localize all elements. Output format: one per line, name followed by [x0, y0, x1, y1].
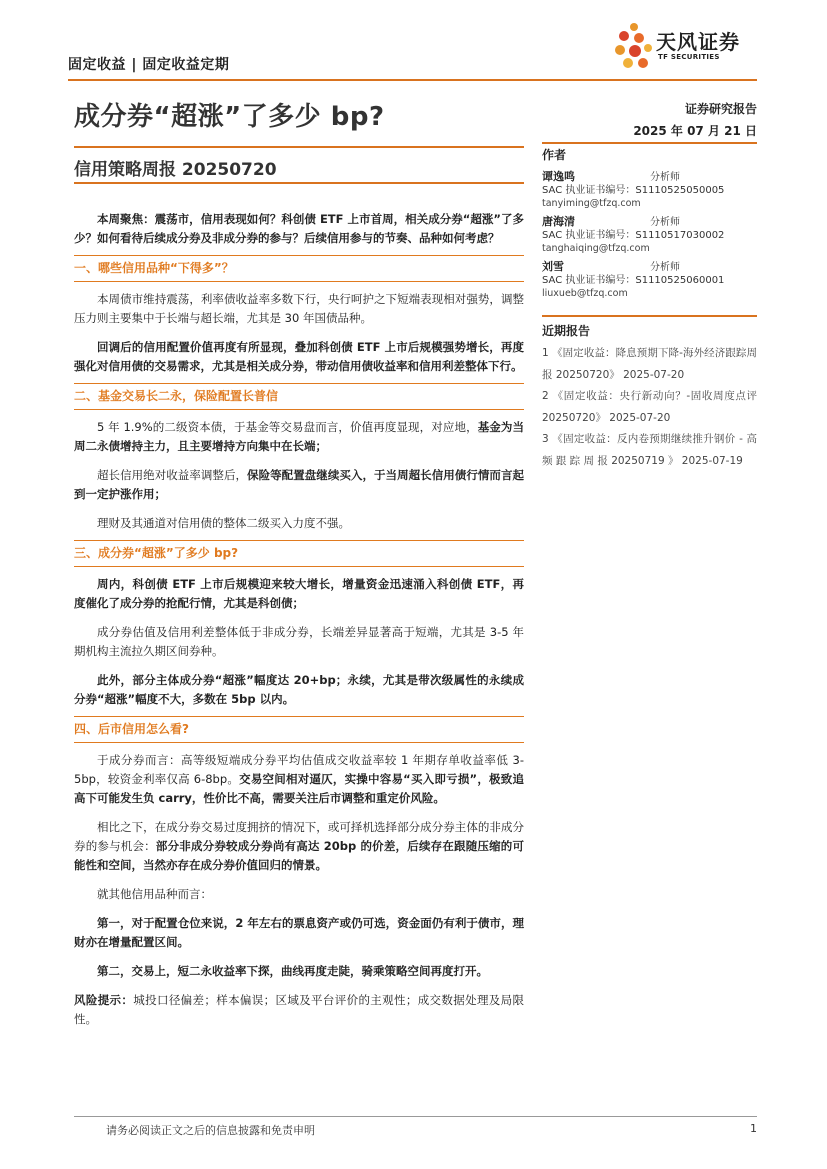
paragraph: 成分券估值及信用利差整体低于非成分券，长端差异显著高于短端，尤其是 3-5 年期机构主流拉久期区间券种。 — [74, 625, 524, 658]
analyst-card — [542, 260, 757, 300]
paragraph: 第二，交易上，短二永收益率下探，曲线再度走陡，骑乘策略空间再度打开。 — [97, 964, 488, 978]
paragraph — [74, 466, 524, 504]
analyst-email[interactable]: liuxueb@tfzq.com — [542, 288, 628, 299]
analyst-role: 分析师 — [650, 262, 680, 273]
recent-divider — [542, 315, 757, 317]
title-divider-bottom — [74, 182, 524, 184]
authors-divider — [542, 142, 757, 144]
risk-text: 城投口径偏差；样本偏误；区域及平台评价的主观性；成交数据处理及局限性。 — [74, 993, 525, 1026]
footer-disclaimer: 请务必阅读正文之后的信息披露和免责申明 — [106, 1124, 315, 1137]
paragraph: 本周债市维持震荡，利率债收益率多数下行，央行呵护之下短端表现相对强势，调整压力则主要集中于长端与超长端，尤其是 30 年国债品种。 — [74, 292, 524, 325]
paragraph: 理财及其通道对信用债的整体二级买入力度不强。 — [97, 516, 350, 530]
text-run-bold: 部分非成分券较成分券尚有高达 20bp 的价差，后续存在跟随压缩的可能性和空间，当然亦存在成分券价值回归的情景。 — [74, 839, 524, 872]
title-divider-top — [74, 146, 524, 148]
paragraph: 此外，部分主体成分券“超涨”幅度达 20+bp；永续，尤其是带次级属性的永续成分券“超涨”幅度不大，多数在 5bp 以内。 — [74, 673, 524, 706]
logo-chinese-text: 天风证券 — [656, 30, 740, 54]
report-subtitle: 信用策略周报 20250720 — [74, 160, 277, 180]
authors-heading: 作者 — [542, 148, 567, 162]
paragraph — [74, 818, 524, 875]
text-run: 于成分券而言：高等级短端成分券平均估值成交收益率较 1 年期存单收益率低 3-5bp，较资金利率仅高 6-8bp。 — [74, 753, 524, 786]
section-3-heading: 三、成分券“超涨”了多少 bp? — [74, 540, 524, 567]
section-2-heading: 二、基金交易长二永，保险配置长普信 — [74, 383, 524, 410]
recent-reports-heading: 近期报告 — [542, 324, 591, 338]
analyst-name: 谭逸鸣 — [542, 170, 575, 183]
tf-securities-logo — [612, 20, 762, 72]
analyst-role: 分析师 — [650, 172, 680, 183]
recent-report-item[interactable]: 1 《固定收益：降息预期下降-海外经济跟踪周报 20250720》 2025-07-20 — [542, 347, 757, 381]
analyst-card — [542, 215, 757, 255]
footer-divider — [74, 1116, 757, 1117]
text-run-bold: 保险等配置盘继续买入，于当周超长信用债行情而言起到一定护涨作用； — [74, 468, 525, 501]
recent-report-item[interactable]: 3 《固定收益：反内卷预期继续推升钢价 - 高 频 跟 踪 周 报 20250719 》 2025-07-19 — [542, 433, 757, 467]
paragraph — [74, 751, 524, 808]
report-category: 固定收益 | 固定收益定期 — [68, 57, 230, 73]
analyst-name: 刘雪 — [542, 260, 564, 273]
weekly-focus: 本周聚焦：震荡市，信用表现如何？科创债 ETF 上市首周，相关成分券“超涨”了多少？如何看待后续成分券及非成分券的参与？后续信用参与的节奏、品种如何考虑？ — [74, 212, 524, 245]
analyst-name: 唐海清 — [542, 215, 575, 228]
paragraph: 第一，对于配置仓位来说，2 年左右的票息资产或仍可选，资金面仍有利于债市，理财亦在增量配置区间。 — [74, 916, 524, 949]
risk-warning — [74, 991, 524, 1029]
text-run: 超长信用绝对收益率调整后， — [97, 468, 248, 482]
analyst-card — [542, 170, 757, 210]
text-run: 5 年 1.9%的二级资本债，于基金等交易盘而言，价值再度显现，对应地， — [97, 420, 478, 434]
paragraph: 回调后的信用配置价值再度有所显现，叠加科创债 ETF 上市后规模强势增长，再度强化对信用债的交易需求，尤其是相关成分券，带动信用债收益率和信用利差整体下行。 — [74, 340, 524, 373]
section-1-heading: 一、哪些信用品种“下得多”？ — [74, 255, 524, 282]
section-4-heading: 四、后市信用怎么看? — [74, 716, 524, 743]
text-run-bold: 交易空间相对逼仄，实操中容易“买入即亏损”，极致追高下可能发生负 carry，性价比不高，需要关注后市调整和重定价风险。 — [74, 772, 524, 805]
analyst-role: 分析师 — [650, 217, 680, 228]
header-divider — [68, 79, 757, 81]
recent-reports-list — [542, 343, 757, 472]
risk-label: 风险提示： — [74, 993, 134, 1007]
analyst-sac: SAC 执业证书编号：S1110525060001 — [542, 275, 725, 286]
report-type: 证券研究报告 — [684, 102, 757, 116]
recent-report-item[interactable]: 2 《固定收益：央行新动向？-固收周度点评 20250720》 2025-07-20 — [542, 390, 757, 424]
logo-mark-icon — [612, 22, 654, 72]
text-run: 相比之下，在成分券交易过度拥挤的情况下，或可择机选择部分成分券主体的非成分券的参与机会： — [74, 820, 524, 853]
paragraph: 就其他信用品种而言： — [97, 887, 212, 901]
analyst-email[interactable]: tanghaiqing@tfzq.com — [542, 243, 650, 254]
paragraph — [74, 418, 524, 456]
analyst-sac: SAC 执业证书编号：S1110517030002 — [542, 230, 725, 241]
report-title: 成分券“超涨”了多少 bp? — [74, 102, 385, 132]
page-number: 1 — [750, 1122, 757, 1135]
analyst-email[interactable]: tanyiming@tfzq.com — [542, 198, 641, 209]
logo-english-text: TF SECURITIES — [658, 53, 720, 61]
analyst-sac: SAC 执业证书编号：S1110525050005 — [542, 185, 725, 196]
report-body — [74, 210, 524, 1039]
text-run-bold: 基金为当周二永债增持主力，且主要增持方向集中在长端； — [74, 420, 525, 453]
report-date: 2025 年 07 月 21 日 — [633, 124, 757, 138]
paragraph: 周内，科创债 ETF 上市后规模迎来较大增长，增量资金迅速涌入科创债 ETF，再度催化了成分券的抢配行情，尤其是科创债； — [74, 577, 524, 610]
